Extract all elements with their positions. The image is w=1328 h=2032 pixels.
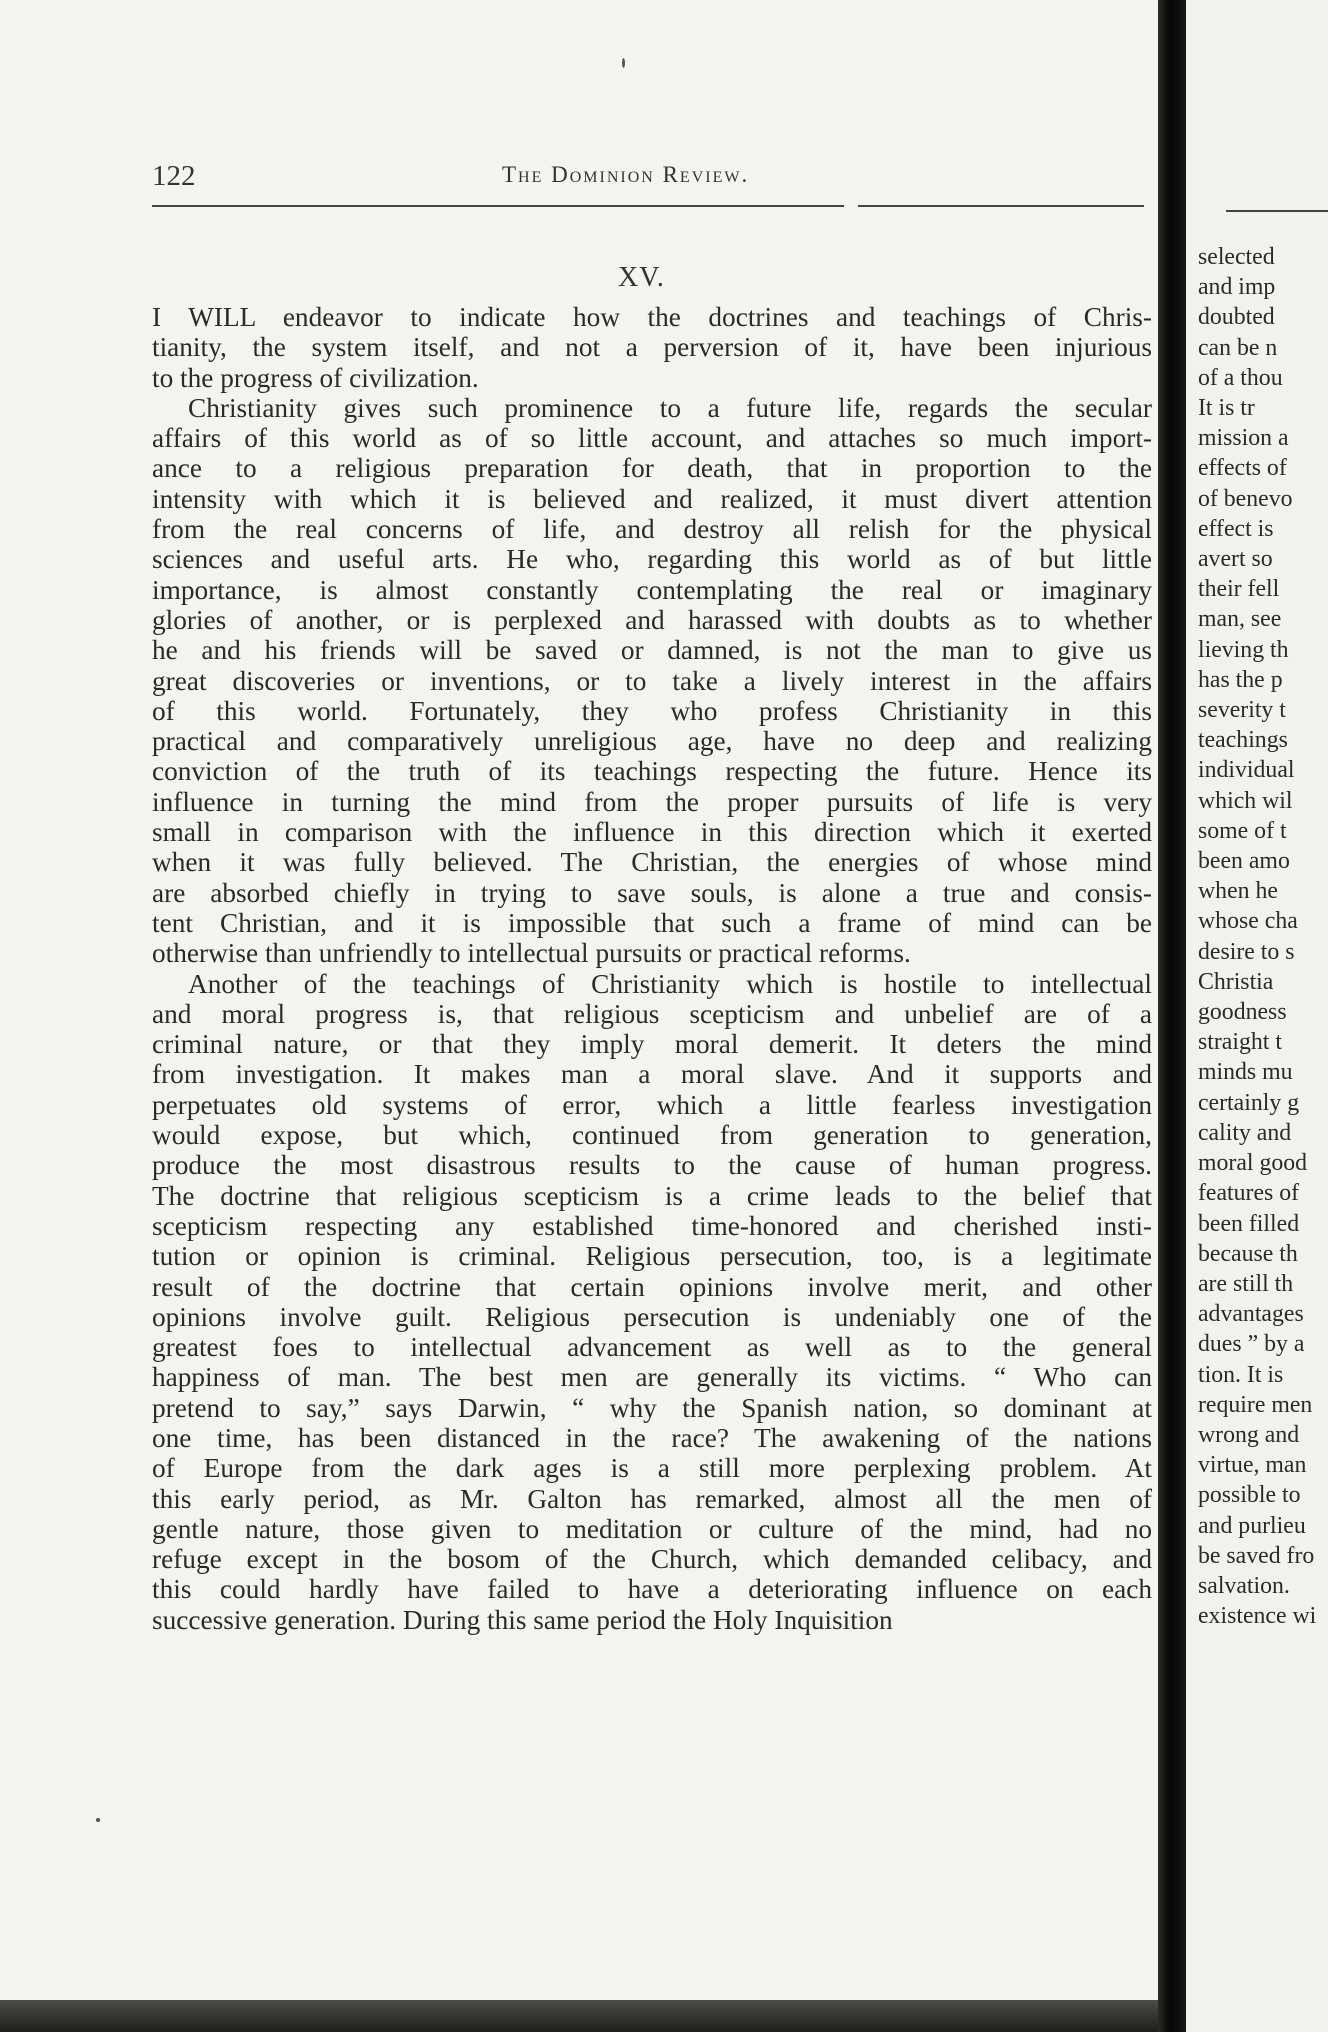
text-line: tution or opinion is criminal. Religious persecution, too, is a legitimate [152,1241,1152,1272]
facing-text-line: dues ” by a [1198,1331,1305,1358]
text-line: refuge except in the bosom of the Church, which demanded celibacy, and [152,1544,1152,1575]
text-line: gentle nature, those given to meditation or culture of the mind, had no [152,1513,1152,1544]
facing-text-line: desire to s [1198,938,1295,965]
text-line: when it was fully believed. The Christian, the energies of whose mind [152,847,1152,878]
facing-text-line: wrong and [1198,1421,1300,1448]
scan-speck [96,1818,100,1822]
text-line: ance to a religious preparation for death, that in proportion to the [152,453,1152,484]
facing-text-line: It is tr [1198,395,1255,422]
facing-text-line: certainly g [1198,1089,1300,1116]
text-line: opinions involve guilt. Religious persecution is undeniably one of the [152,1301,1152,1332]
facing-text-line: of benevo [1198,485,1293,512]
facing-text-line: whose cha [1198,908,1298,935]
facing-text-line: virtue, man [1198,1452,1307,1479]
text-line: importance, is almost constantly contemplating the real or imaginary [152,574,1152,605]
text-line: scepticism respecting any established time-honored and cherished insti- [152,1210,1152,1241]
text-line: Another of the teachings of Christianity which is hostile to intellectual [188,968,1152,999]
text-line: affairs of this world as of so little account, and attaches so much import- [152,423,1152,454]
text-line: to the progress of civilization. [152,362,479,393]
facing-text-line: features of [1198,1180,1300,1207]
facing-text-line: cality and [1198,1119,1292,1146]
facing-text-line: are still th [1198,1270,1294,1297]
facing-text-line: lieving th [1198,636,1289,663]
text-line: criminal nature, or that they imply moral demerit. It deters the mind [152,1029,1152,1060]
journal-title: The Dominion Review. [502,162,750,187]
running-header [152,160,1152,200]
facing-text-line: existence wi [1198,1603,1317,1630]
text-line: I WILL endeavor to indicate how the doctrines and teachings of Chris- [152,302,1152,332]
text-line: one time, has been distanced in the race? The awakening of the nations [152,1422,1152,1453]
header-rule-right [858,205,1144,207]
text-line: produce the most disastrous results to the cause of human progress. [152,1150,1152,1181]
text-line: of Europe from the dark ages is a still more perplexing problem. At [152,1453,1152,1484]
facing-text-line: avert so [1198,546,1273,573]
facing-text-line: of a thou [1198,364,1283,391]
text-line: tent Christian, and it is impossible that such a frame of mind can be [152,907,1152,938]
text-line: pretend to say,” says Darwin, “ why the Spanish nation, so dominant at [152,1392,1152,1423]
facing-text-line: require men [1198,1391,1313,1418]
text-line: practical and comparatively unreligious age, have no deep and realizing [152,726,1152,757]
facing-page-text [1198,242,1328,1631]
text-line: intensity with which it is believed and realized, it must divert attention [152,483,1152,514]
facing-text-line: tion. It is [1198,1361,1284,1388]
facing-text-line: effect is [1198,515,1274,542]
facing-text-line: been amo [1198,848,1290,875]
facing-text-line: effects of [1198,455,1287,482]
facing-page [1186,0,1328,2032]
text-line: tianity, the system itself, and not a perversion of it, have been injurious [152,332,1152,363]
facing-text-line: advantages [1198,1301,1304,1328]
text-line: this early period, as Mr. Galton has remarked, almost all the men of [152,1483,1152,1514]
article-body [152,302,1152,1635]
text-line: are absorbed chiefly in trying to save souls, is alone a true and consis- [152,877,1152,908]
text-line: glories of another, or is perplexed and harassed with doubts as to whether [152,604,1152,635]
facing-text-line: been filled [1198,1210,1300,1237]
facing-text-line: when he [1198,878,1278,905]
facing-text-line: minds mu [1198,1059,1293,1086]
facing-text-line: and purlieu [1198,1512,1306,1539]
text-line: he and his friends will be saved or damned, is not the man to give us [152,635,1152,666]
page-number: 122 [152,160,196,192]
text-line: small in comparison with the influence in this direction which it exerted [152,817,1152,848]
facing-text-line: be saved fro [1198,1542,1315,1569]
section-number: XV. [618,262,665,293]
facing-text-line: goodness [1198,999,1287,1026]
scan-speck [622,58,625,68]
facing-text-line: which wil [1198,787,1293,814]
text-line: this could hardly have failed to have a deteriorating influence on each [152,1574,1152,1605]
text-line: influence in turning the mind from the proper pursuits of life is very [152,786,1152,817]
text-line: otherwise than unfriendly to intellectual pursuits or practical reforms. [152,938,911,969]
text-line: conviction of the truth of its teachings respecting the future. Hence its [152,756,1152,787]
text-line: successive generation. During this same period the Holy Inquisition [152,1604,893,1635]
facing-text-line: selected [1198,244,1275,270]
text-line: and moral progress is, that religious scepticism and unbelief are of a [152,998,1152,1029]
facing-text-line: can be n [1198,334,1278,361]
text-line: greatest foes to intellectual advancement as well as to the general [152,1332,1152,1363]
scan-bottom-edge [0,2000,1172,2032]
text-line: would expose, but which, continued from generation to generation, [152,1120,1152,1151]
text-line: result of the doctrine that certain opinions involve merit, and other [152,1271,1152,1302]
text-line: happiness of man. The best men are generally its victims. “ Who can [152,1362,1152,1393]
facing-text-line: mission a [1198,425,1289,452]
facing-text-line: moral good [1198,1150,1308,1177]
text-line: Christianity gives such prominence to a future life, regards the secular [188,392,1152,423]
text-line: sciences and useful arts. He who, regarding this world as of but little [152,544,1152,575]
facing-text-line: and imp [1198,274,1276,301]
text-line: great discoveries or inventions, or to take a lively interest in the affairs [152,665,1152,696]
facing-text-line: because th [1198,1240,1298,1267]
text-line: from the real concerns of life, and destroy all relish for the physical [152,514,1152,545]
facing-text-line: severity t [1198,697,1286,724]
facing-text-line: straight t [1198,1029,1282,1056]
facing-text-line: Christia [1198,968,1274,995]
facing-text-line: teachings [1198,727,1288,754]
text-line: The doctrine that religious scepticism is a crime leads to the belief that [152,1180,1152,1211]
facing-text-line: doubted [1198,304,1275,331]
facing-text-line: their fell [1198,576,1280,603]
text-line: of this world. Fortunately, they who profess Christianity in this [152,695,1152,726]
facing-text-line: possible to [1198,1482,1301,1509]
facing-header-rule [1226,210,1328,212]
facing-text-line: has the p [1198,666,1283,693]
facing-text-line: some of t [1198,817,1287,844]
text-line: perpetuates old systems of error, which a little fearless investigation [152,1089,1152,1120]
text-line: from investigation. It makes man a moral slave. And it supports and [152,1059,1152,1090]
header-rule-left [152,205,844,207]
facing-text-line: salvation. [1198,1572,1290,1599]
facing-text-line: individual [1198,757,1295,784]
book-gutter [1158,0,1188,2032]
facing-text-line: man, see [1198,606,1282,633]
